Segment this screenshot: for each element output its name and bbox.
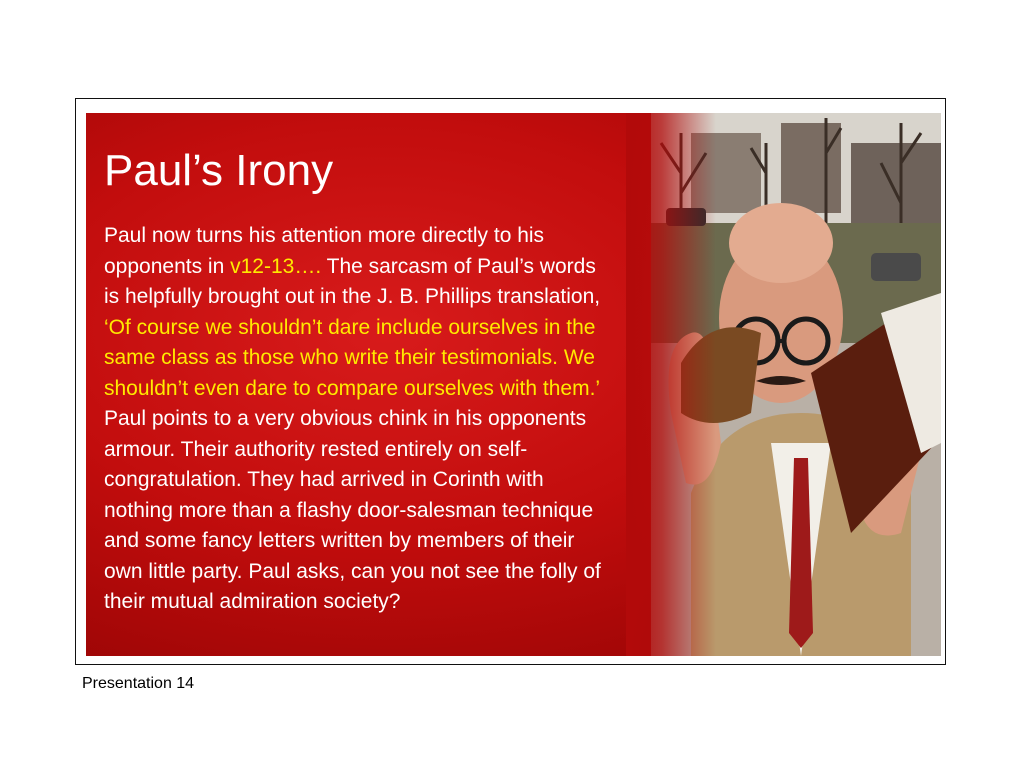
photo-fade-overlay — [626, 113, 716, 656]
slide-body — [104, 221, 604, 618]
slide-frame — [75, 98, 946, 665]
verse-reference: v12-13…. — [230, 254, 322, 278]
slide-title: Paul’s Irony — [104, 146, 334, 195]
body-text-part1: Paul now turns his attention more directly to his opponents in — [104, 224, 545, 278]
body-text-part3: Paul points to a very obvious chink in his opponents armour. Their authority rested entirely on self-congratulation. They had arrived in Corinth with nothing more than a flashy door-salesman technique and some fancy letters written by members of their own little party. Paul asks, can you not see the folly of their mutual admiration society? — [104, 407, 601, 613]
body-text-part2: The sarcasm of Paul’s words is helpfully brought out in the J. B. Phillips translation, — [104, 254, 601, 308]
slide-panel — [86, 113, 941, 656]
presentation-label: Presentation 14 — [82, 675, 195, 692]
phillips-quote: ‘Of course we shouldn’t dare include ourselves in the same class as those who write their testimonials. We shouldn’t even dare to compare ourselves with them.’ — [104, 315, 600, 400]
